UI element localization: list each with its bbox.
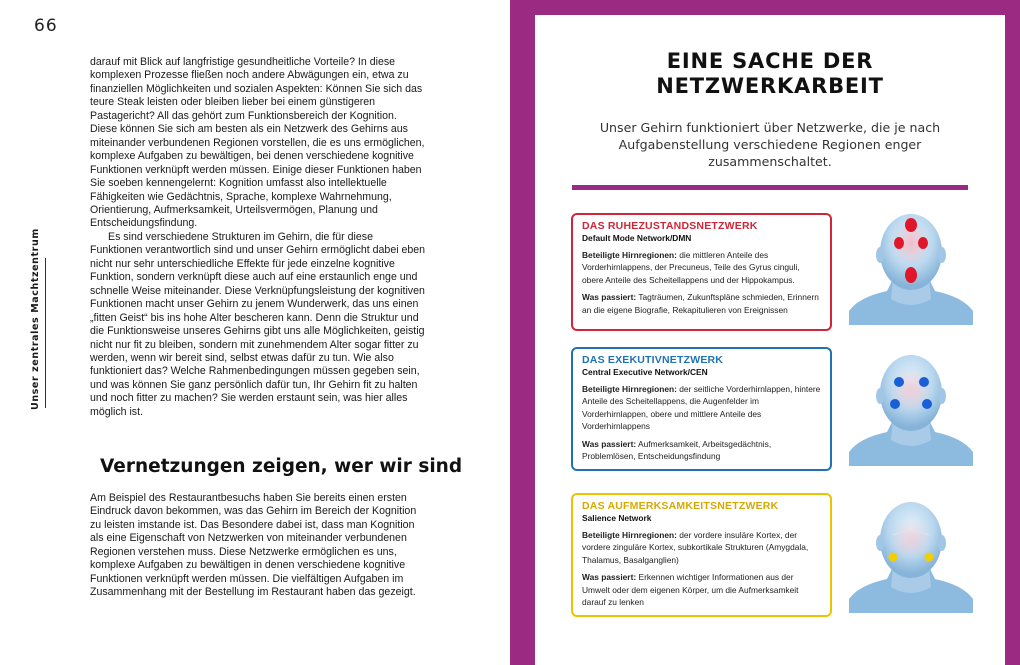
network-function-text: Aufmerksamkeit, Arbeitsgedächtnis, Problemlösen, Entscheidungsfindung	[582, 438, 772, 462]
network-card-salience	[571, 493, 832, 617]
body-paragraph-3: Am Beispiel des Restaurantbesuchs haben Sie bereits einen ersten Eindruck davon bekommen, was das Gehirn im Bereich der Kognition zu leisten imstande ist. Das Besondere dabei ist, dass man Kognition als eine Eigenschaft von Netzwerken von miteinander verbundenen Regionen verstehen muss. Diese Netzwerke ermöglichen es uns, komplexe Aufgaben zu bewältigen in denen verschiedene kognitive Funktionen verknüpft werden müssen. Die vielfältigen Aufgaben im Zusammenhang mit der Bestellung im Restaurant haben das gezeigt.	[90, 492, 417, 599]
network-regions	[582, 529, 821, 566]
network-function	[582, 291, 821, 316]
infobox-intro: Unser Gehirn funktioniert über Netzwerke, die je nach Aufgabenstellung verschiedene Regionen enger zusammenschaltet.	[599, 120, 941, 169]
infobox-title-line-1: EINE SACHE DER	[666, 49, 874, 73]
network-function-text: Tagträumen, Zukunftspläne schmieden, Erinnern an die eigene Biografie, Rekapitulieren von Ereignissen	[582, 292, 819, 315]
body-paragraph-2: Es sind verschiedene Strukturen im Gehirn, die für diese Funktionen verantwortlich sind und unser Gehirn ermöglicht dabei eben nicht nur sehr unterschiedliche Effekte für jede einzelne kognitive Funktion, sondern verknüpft diese auch auf eine erstaunlich enge und schnelle Weise miteinander. Diese Verknüpfungsleistung der kognitiven Funktionen macht unser Gehirn zu jenem Wunderwerk, das uns einen „fitten Geist“ bis ins hohe Alter bescheren kann. Denn die Struktur und die Funktionsweise unseres Gehirns gibt uns alle Möglichkeiten, geistig nicht nur fit zu bleiben, sondern mit zunehmendem Alter sogar fitter zu werden, wenn wir bereit sind, selbst etwas dafür zu tun. Wie also funktioniert das? Welche Rahmenbedingungen müssen gegeben sein, und was können Sie ganz persönlich dafür tun, Ihr Gehirn fit zu halten und noch fitter zu machen? Sie werden erstaunt sein, was hier alles möglich ist.	[90, 230, 426, 418]
network-regions-label: Beteiligte Hirnregionen:	[582, 530, 677, 540]
network-regions	[582, 249, 821, 286]
section-heading: Vernetzungen zeigen, wer wir sind	[100, 456, 463, 477]
network-title: DAS RUHEZUSTANDSNETZWERK	[582, 220, 758, 232]
network-function	[582, 571, 821, 608]
side-label-rule	[45, 258, 46, 408]
network-regions-text: der vordere insuläre Kortex, der vordere zinguläre Kortex, subkortikale Strukturen (Amygdala, Thalamus, Basalganglien)	[582, 530, 809, 565]
network-card-default-mode	[571, 213, 832, 331]
head-red-dots-icon	[849, 207, 973, 325]
body-text-upper	[90, 56, 426, 419]
network-function-text: Erkennen wichtiger Informationen aus der Umwelt oder dem eigenen Körper, um die Aufmerksamkeit darauf zu lenken	[582, 572, 799, 608]
body-paragraph-1: darauf mit Blick auf langfristige gesundheitliche Vorteile? In diese komplexen Prozesse fließen noch andere Abwägungen ein, etwa zu finanziellen Möglichkeiten und sozialen Aspekten: Können Sie sich das teure Steak leisten oder bleiben lieber bei einem günstigeren Pastagericht? All das gehört zum Funktionsbereich der Kognition. Diese können Sie sich am besten als ein Netzwerk des Gehirns aus miteinander verbundenen Regionen vorstellen, die es uns ermöglichen, komplexe Aufgaben zu bewältigen, bei denen verschiedene kognitive Funktionen verknüpft werden müssen. Einige dieser Funktionen haben Sie soeben kennengelernt: Kognition umfasst also intellektuelle Fähigkeiten wie Gedächtnis, Sprache, komplexe Wahrnehmung, Orientierung, Aufmerksamkeit, Urteilsvermögen, Planung und Entscheidungsfindung.	[90, 56, 425, 230]
head-blue-dots-icon	[849, 348, 973, 466]
network-subtitle: Salience Network	[582, 513, 652, 523]
network-regions	[582, 383, 821, 433]
network-title: DAS EXEKUTIVNETZWERK	[582, 354, 724, 366]
network-regions-label: Beteiligte Hirnregionen:	[582, 384, 677, 394]
network-subtitle: Central Executive Network/CEN	[582, 367, 708, 377]
network-regions-label: Beteiligte Hirnregionen:	[582, 250, 677, 260]
network-title: DAS AUFMERKSAMKEITSNETZWERK	[582, 500, 779, 512]
infobox-divider	[572, 185, 968, 190]
network-function	[582, 438, 821, 463]
body-text-lower	[90, 492, 426, 600]
network-function-label: Was passiert:	[582, 292, 637, 303]
network-regions-text: die mittleren Anteile des Vorderhirnlappens, der Precuneus, Teile des Gyrus cinguli, obere Anteile des Scheitellappens und der Hippokampus.	[582, 250, 800, 285]
network-function-label: Was passiert:	[582, 438, 637, 449]
infobox-panel	[535, 15, 1005, 665]
page-number: 66	[34, 16, 58, 36]
network-function-label: Was passiert:	[582, 572, 637, 583]
running-section-label: Unser zentrales Machtzentrum	[30, 228, 41, 410]
network-regions-text: der seitliche Vorderhirnlappen, hintere Anteile des Scheitellappens, die Augenfelder im Vorderhirnlappen, obere und mittlere Anteile des Vorderhirnlappens	[582, 384, 821, 432]
head-yellow-dots-icon	[849, 495, 973, 613]
infobox-title	[535, 49, 1005, 99]
network-card-executive	[571, 347, 832, 471]
infobox-title-line-2: NETZWERKARBEIT	[656, 74, 884, 98]
network-subtitle: Default Mode Network/DMN	[582, 233, 692, 243]
